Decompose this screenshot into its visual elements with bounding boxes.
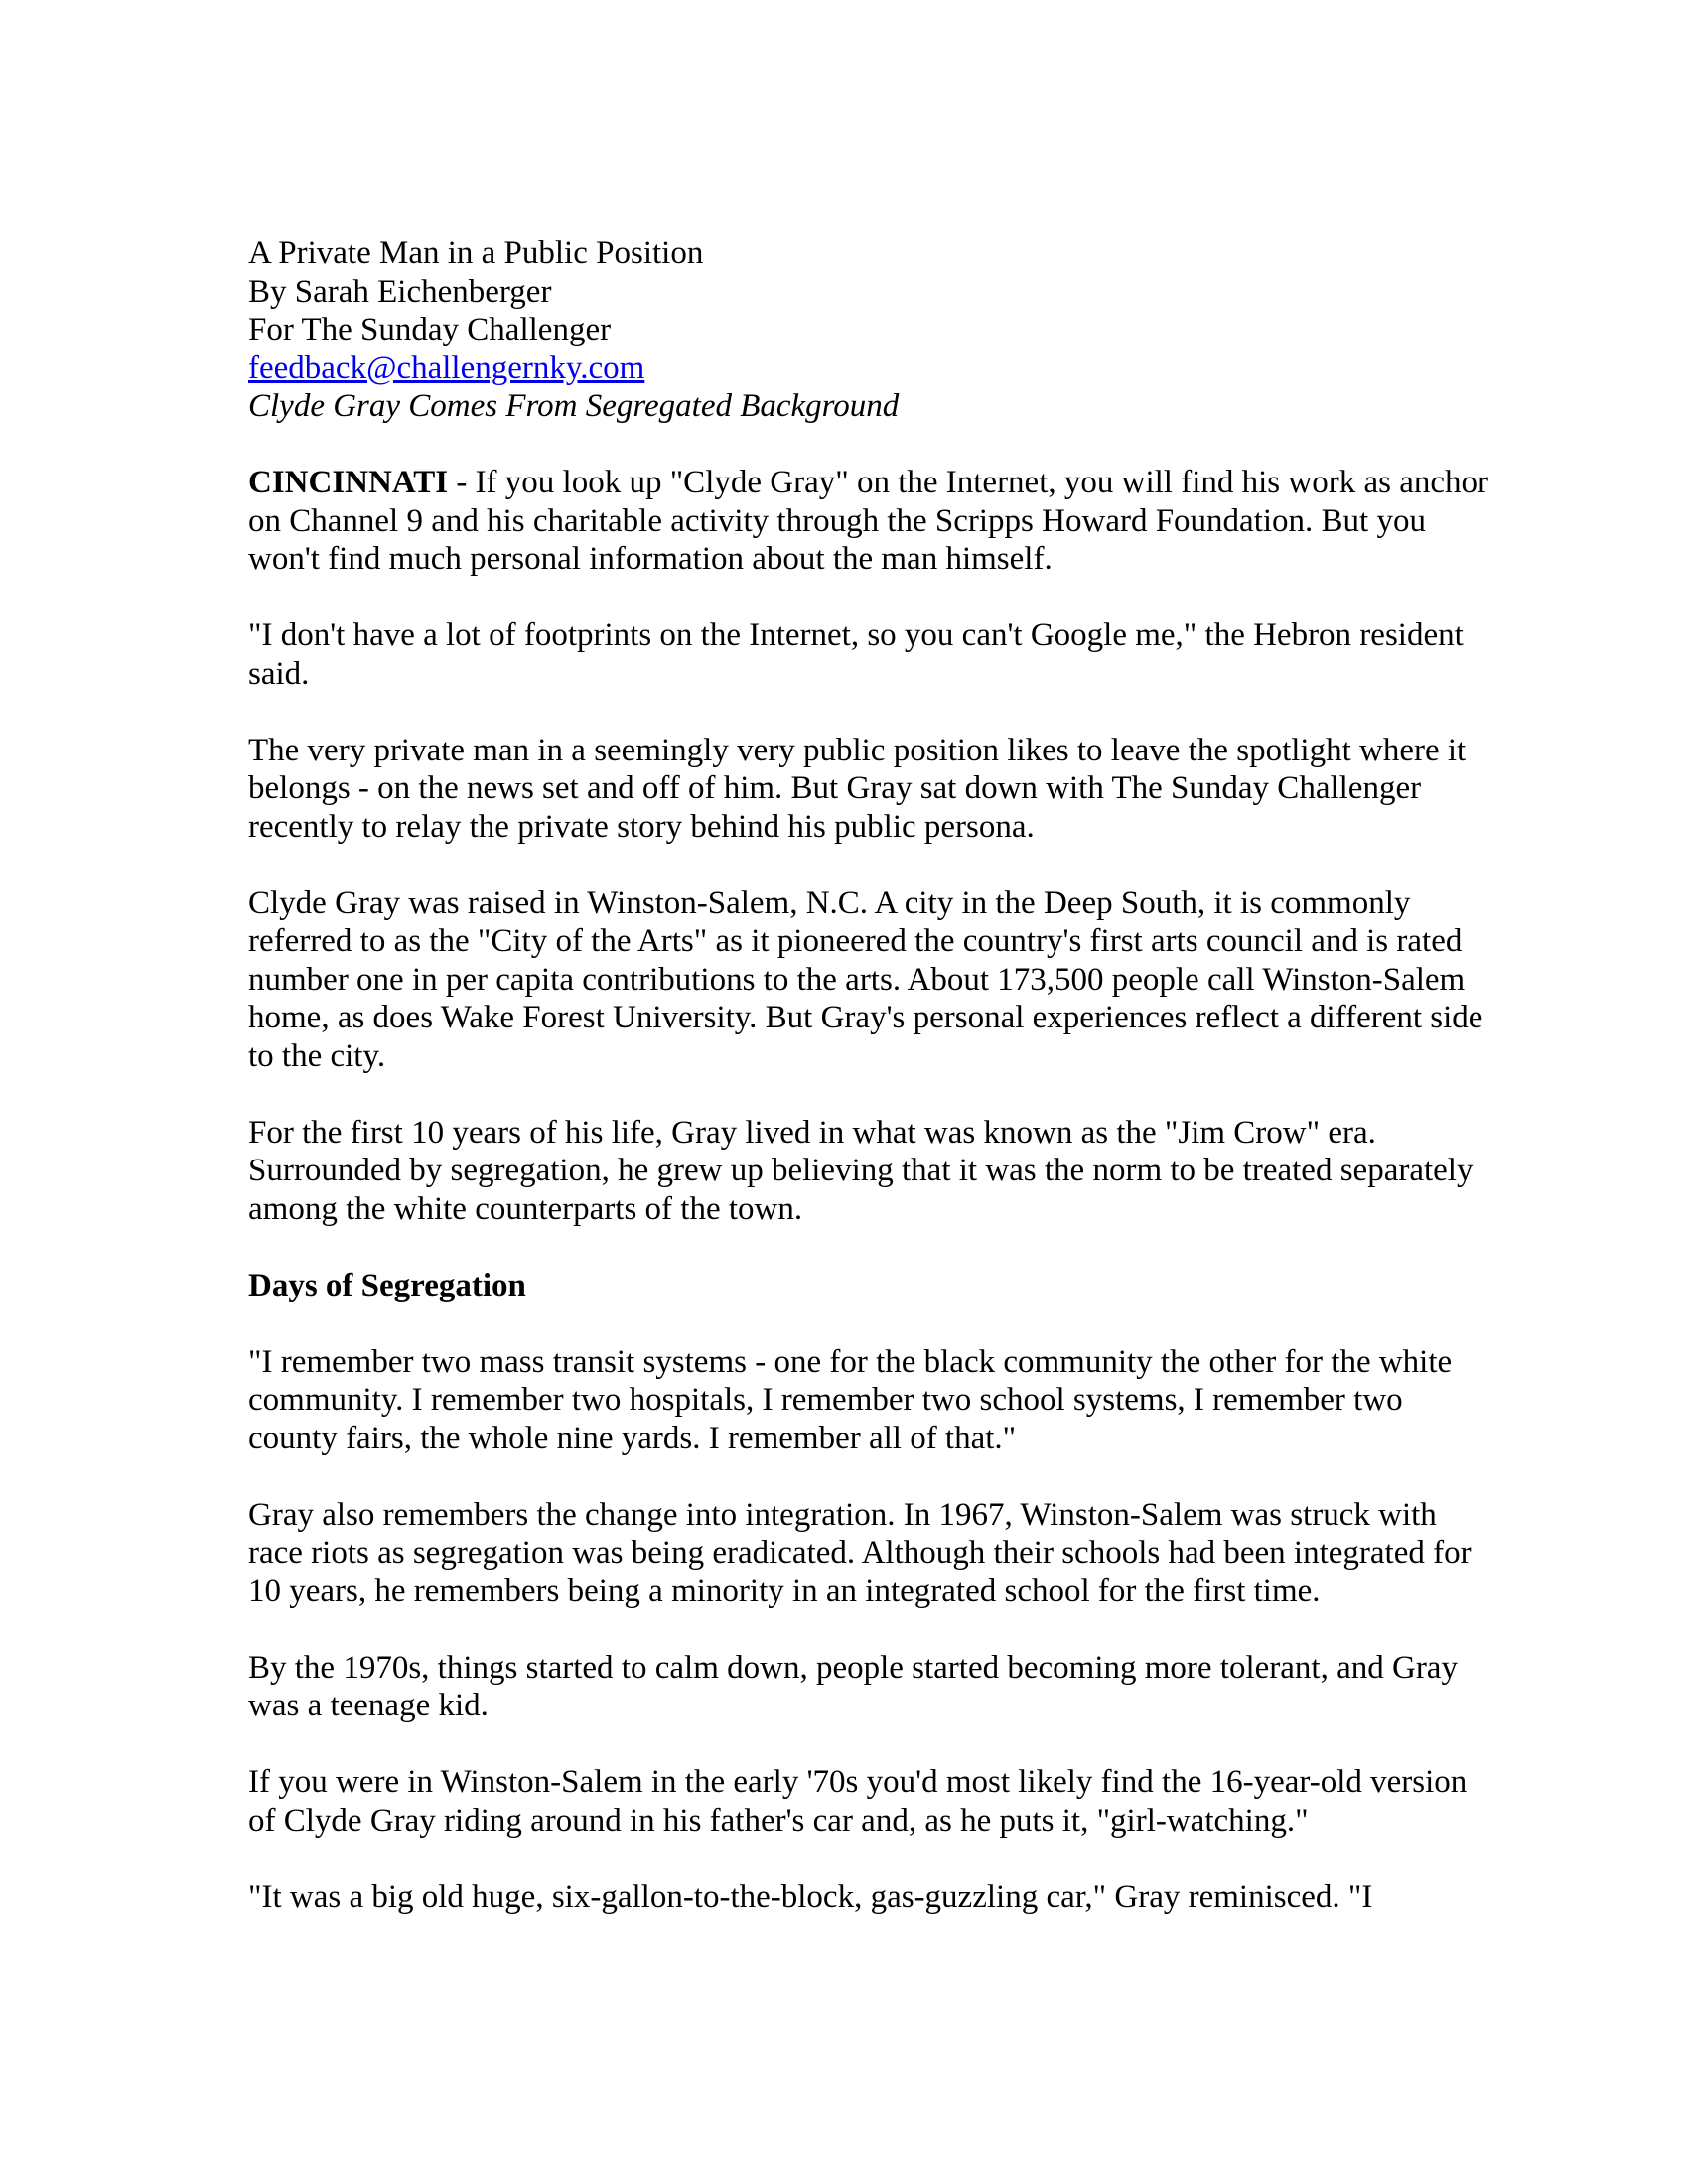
document-page bbox=[248, 234, 1489, 1916]
feedback-email-link[interactable]: feedback@challengernky.com bbox=[248, 349, 645, 386]
section-heading: Days of Segregation bbox=[248, 1267, 526, 1303]
article-header bbox=[248, 234, 1489, 426]
paragraph-3 bbox=[248, 732, 1489, 847]
paragraph-5 bbox=[248, 1114, 1489, 1229]
paragraph-1 bbox=[248, 464, 1489, 579]
paragraph-8 bbox=[248, 1649, 1489, 1725]
paragraph-10 bbox=[248, 1878, 1489, 1917]
paragraph-4-text: Clyde Gray was raised in Winston-Salem, N.C. A city in the Deep South, it is commonly referred to as the "City of the Arts" as it pioneered the country's first arts council and is rated number one in per capita contributions to the arts. About 173,500 people call Winston-Salem home, as does Wake Forest University. But Gray's personal experiences reflect a different side to the city. bbox=[248, 885, 1483, 1074]
paragraph-2-text: "I don't have a lot of footprints on the Internet, so you can't Google me," the Hebron resident said. bbox=[248, 617, 1464, 692]
dateline: CINCINNATI bbox=[248, 465, 449, 500]
paragraph-2 bbox=[248, 616, 1489, 693]
paragraph-6 bbox=[248, 1343, 1489, 1458]
paragraph-9-text: If you were in Winston-Salem in the early '70s you'd most likely find the 16-year-old version of Clyde Gray riding around in his father's car and, as he puts it, "girl-watching." bbox=[248, 1764, 1468, 1839]
byline: By Sarah Eichenberger bbox=[248, 273, 552, 310]
paragraph-10-text: "It was a big old huge, six-gallon-to-the-block, gas-guzzling car," Gray reminisced. "I bbox=[248, 1878, 1373, 1915]
article-subtitle: Clyde Gray Comes From Segregated Background bbox=[248, 388, 900, 424]
publication-line: For The Sunday Challenger bbox=[248, 312, 612, 347]
paragraph-4 bbox=[248, 885, 1489, 1076]
paragraph-1-text: - If you look up "Clyde Gray" on the Internet, you will find his work as anchor on Channel 9 and his charitable activity through the Scripps Howard Foundation. But you won't find much personal information about the man himself. bbox=[248, 465, 1488, 577]
article-title: A Private Man in a Public Position bbox=[248, 235, 704, 271]
paragraph-6-text: "I remember two mass transit systems - one for the black community the other for the white community. I remember two hospitals, I remember two school systems, I remember two county fairs, the whole nine yards. I remember all of that." bbox=[248, 1343, 1453, 1456]
paragraph-7 bbox=[248, 1496, 1489, 1611]
paragraph-3-text: The very private man in a seemingly very public position likes to leave the spotlight where it belongs - on the news set and off of him. But Gray sat down with The Sunday Challenger recently to relay the private story behind his public persona. bbox=[248, 732, 1467, 845]
paragraph-7-text: Gray also remembers the change into integration. In 1967, Winston-Salem was struck with race riots as segregation was being eradicated. Although their schools had been integrated for 10 years, he remembers being a minority in an integrated school for the first time. bbox=[248, 1496, 1472, 1609]
paragraph-9 bbox=[248, 1763, 1489, 1840]
paragraph-8-text: By the 1970s, things started to calm down, people started becoming more tolerant, and Gray was a teenage kid. bbox=[248, 1649, 1458, 1723]
paragraph-5-text: For the first 10 years of his life, Gray lived in what was known as the "Jim Crow" era. Surrounded by segregation, he grew up believing that it was the norm to be treated separately among the white counterparts of the town. bbox=[248, 1114, 1474, 1227]
